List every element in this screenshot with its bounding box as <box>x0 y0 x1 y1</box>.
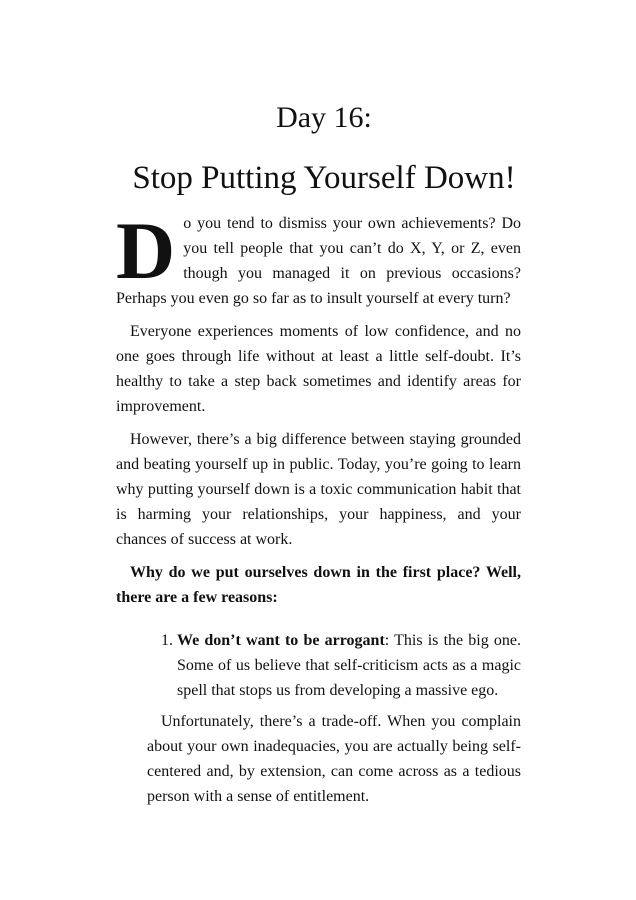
list-item-text: : This is the big one. Some of us believe that self-criticism acts as a magic spell that stops us from developing a massive ego. <box>177 632 522 699</box>
paragraph-toxic-habit: However, there’s a big difference between staying grounded and beating yourself up in public. Today, you’re going to learn why putting yourself down is a toxic communication habit that is harming your relationships, your happiness, and your chances of success at work. <box>116 431 521 548</box>
drop-cap: D <box>116 205 176 296</box>
chapter-title: Stop Putting Yourself Down! <box>132 160 516 196</box>
list-item-term: We don’t want to be arrogant <box>177 632 385 649</box>
day-label: Day 16: <box>276 101 372 134</box>
paragraph-self-doubt: Everyone experiences moments of low confidence, and no one goes through life without at least a little self-doubt. It’s healthy to take a step back sometimes and identify areas for improvement. <box>116 323 521 415</box>
list-item <box>161 628 522 703</box>
list-item-number: 1. <box>161 632 173 649</box>
paragraph-trade-off: Unfortunately, there’s a trade-off. When you complain about your own inadequacies, you are actually being self-centered and, by extension, can come across as a tedious person with a sense of entitlement. <box>147 713 521 805</box>
chapter-body <box>116 205 522 817</box>
paragraph-intro-text: o you tend to dismiss your own achievements? Do you tell people that you can’t do X, Y, or Z, even though you managed it on previous occasions? Perhaps you even go so far as to insult yourself at every turn? <box>116 215 521 307</box>
paragraph-intro <box>116 205 521 311</box>
reasons-question: Why do we put ourselves down in the first place? Well, there are a few reasons: <box>116 564 521 606</box>
reasons-list <box>116 628 521 703</box>
